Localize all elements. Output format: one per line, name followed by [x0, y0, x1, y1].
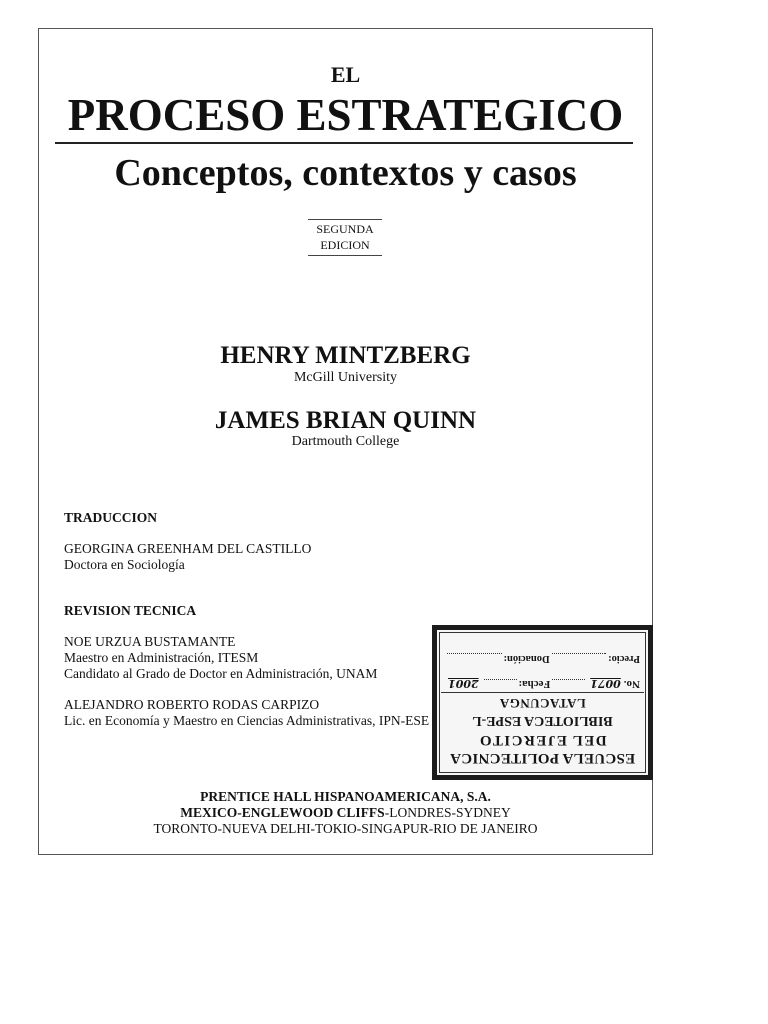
translator-credential: Doctora en Sociología — [64, 557, 185, 572]
author-affiliation: Dartmouth College — [291, 434, 400, 449]
stamp-dotted-fill — [552, 654, 607, 656]
stamp-number-value: 0071 — [590, 677, 621, 690]
stamp-number-label: No. — [623, 678, 640, 690]
stamp-dotted-fill — [447, 654, 502, 656]
reviewer-credential: Candidato al Grado de Doctor en Administración, UNAM — [64, 666, 378, 681]
book-subtitle: Conceptos, contextos y casos — [114, 152, 577, 194]
reviewer-name: NOE URZUA BUSTAMANTE — [64, 634, 236, 649]
reviewer-credential: Maestro en Administración, ITESM — [64, 650, 259, 665]
stamp-price-row — [445, 653, 640, 664]
translation-heading: TRADUCCION — [64, 510, 158, 525]
author-affiliation: McGill University — [293, 370, 398, 385]
author-name: HENRY MINTZBERG — [220, 342, 471, 369]
title-rule — [55, 142, 633, 144]
stamp-price-label: Precio: — [608, 653, 640, 664]
library-stamp — [432, 625, 653, 780]
title-article: EL — [330, 62, 361, 87]
edition-line-1: SEGUNDA — [316, 222, 374, 236]
edition-line-2: EDICION — [320, 238, 370, 252]
publisher-name: PRENTICE HALL HISPANOAMERICANA, S.A. — [200, 789, 491, 804]
stamp-line-army: DEL EJERCITO — [478, 732, 607, 748]
stamp-date-label: Fecha: — [518, 678, 551, 690]
publisher-cities-bold: MEXICO-ENGLEWOOD CLIFFS — [180, 805, 385, 820]
publisher-cities-rest: -LONDRES-SYDNEY — [384, 805, 511, 820]
translator-name: GEORGINA GREENHAM DEL CASTILLO — [64, 541, 312, 556]
publisher-cities-line-2: TORONTO-NUEVA DELHI-TOKIO-SINGAPUR-RIO DE JANEIRO — [153, 821, 538, 836]
stamp-dotted-fill — [484, 679, 517, 681]
stamp-line-city: LATACUNGA — [499, 696, 586, 711]
stamp-divider — [441, 692, 644, 693]
technical-review-heading: REVISION TECNICA — [64, 603, 197, 618]
stamp-donation-label: Donación: — [503, 653, 550, 664]
edition-box — [308, 219, 382, 256]
author-name: JAMES BRIAN QUINN — [214, 407, 477, 434]
reviewer-name: ALEJANDRO ROBERTO RODAS CARPIZO — [64, 697, 320, 712]
reviewer-credential: Lic. en Economía y Maestro en Ciencias Administrativas, IPN-ESE — [64, 713, 430, 728]
book-title: PROCESO ESTRATEGICO — [67, 90, 624, 140]
stamp-date-value: 2001 — [448, 677, 479, 690]
stamp-dotted-fill — [552, 679, 585, 681]
stamp-line-library: BIBLIOTECA ESPE-L — [472, 713, 613, 728]
publisher-cities-line-1 — [38, 806, 653, 820]
stamp-number-date-row — [445, 678, 640, 689]
stamp-line-school: ESCUELA POLITECNICA — [449, 750, 636, 766]
